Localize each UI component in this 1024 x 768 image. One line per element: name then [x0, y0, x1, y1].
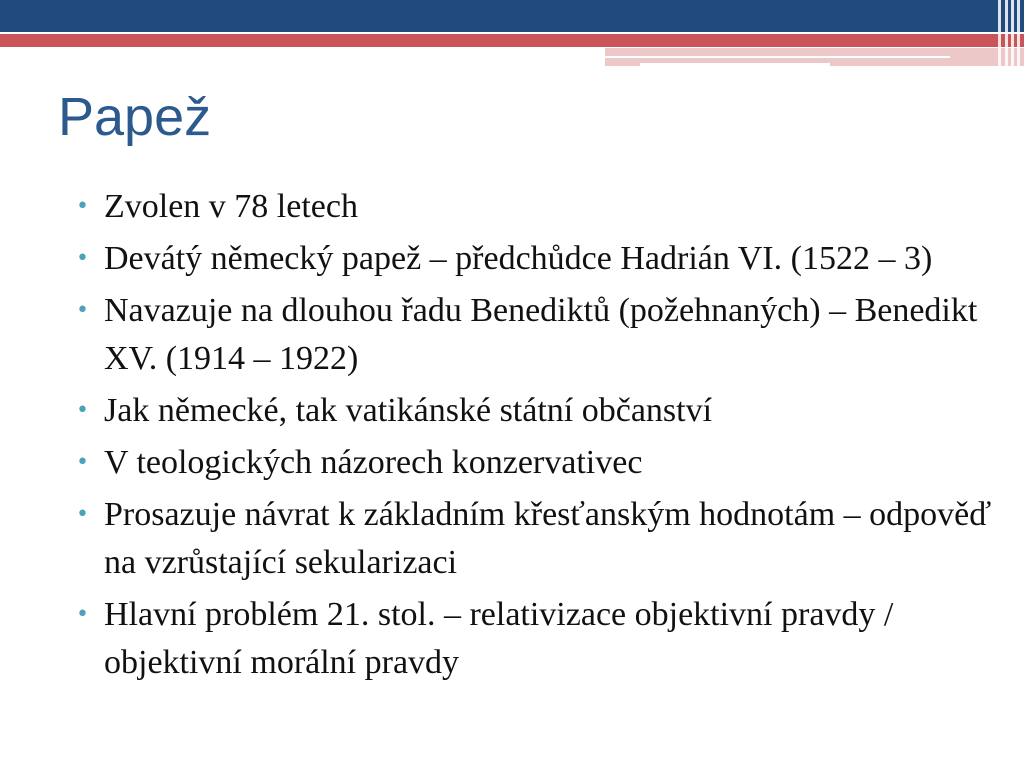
- bullet-dot-icon: •: [76, 194, 89, 219]
- bullet-dot-icon: •: [76, 602, 89, 627]
- bullet-item: [76, 491, 996, 587]
- bullet-dot-icon: •: [76, 246, 89, 271]
- header-band-line: [605, 56, 950, 58]
- bullet-text: Prosazuje návrat k základním křesťanským hodnotám – odpověď na vzrůstající sekularizaci: [104, 496, 992, 581]
- bullet-text: V teologických názorech konzervativec: [104, 444, 643, 481]
- bullet-item: [76, 235, 996, 283]
- bullet-item: [76, 439, 996, 487]
- bullet-dot-icon: •: [76, 398, 89, 423]
- bullet-item: [76, 591, 996, 687]
- bullet-dot-icon: •: [76, 502, 89, 527]
- slide-title: Papež: [58, 87, 212, 147]
- header-band-blue: [0, 0, 1024, 32]
- bullet-item: [76, 287, 996, 383]
- bullet-text: Jak německé, tak vatikánské státní občanství: [104, 392, 713, 429]
- bullet-text: Zvolen v 78 letech: [104, 188, 358, 225]
- bullet-text: Devátý německý papež – předchůdce Hadrián VI. (1522 – 3): [104, 240, 933, 277]
- bullet-dot-icon: •: [76, 298, 89, 323]
- header-stripes: [994, 0, 1024, 70]
- bullet-item: [76, 387, 996, 435]
- bullet-dot-icon: •: [76, 450, 89, 475]
- bullet-text: Hlavní problém 21. stol. – relativizace objektivní pravdy / objektivní morální pravdy: [104, 596, 894, 681]
- bullet-text: Navazuje na dlouhou řadu Benediktů (požehnaných) – Benedikt XV. (1914 – 1922): [104, 292, 978, 377]
- header-band-red: [0, 34, 1024, 47]
- header-band-line-2: [640, 63, 830, 66]
- bullet-list: [76, 183, 996, 691]
- bullet-item: [76, 183, 996, 231]
